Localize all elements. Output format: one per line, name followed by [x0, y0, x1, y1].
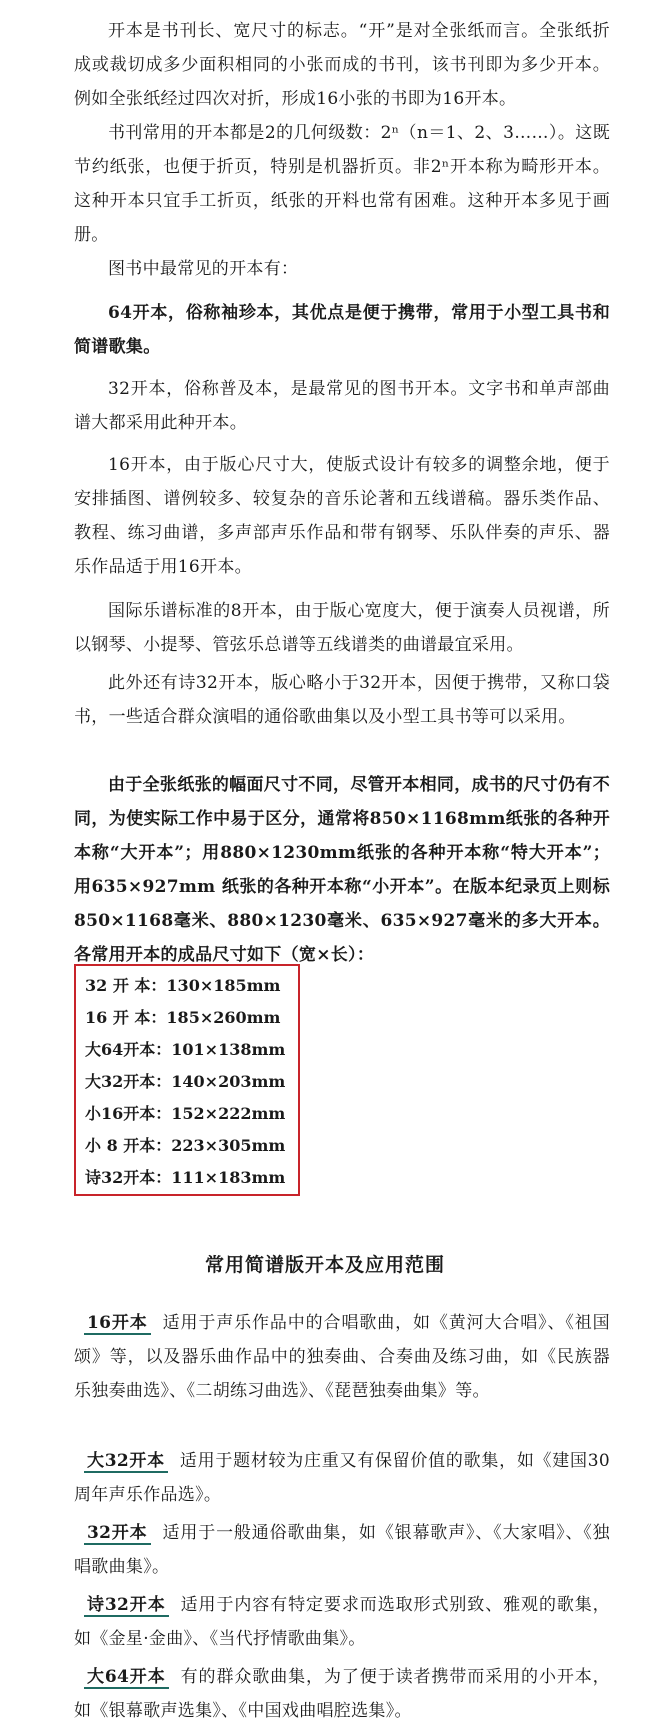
- size-dimension: 140×203mm: [171, 1072, 286, 1091]
- size-row: [85, 1034, 298, 1066]
- size-row: [85, 970, 298, 1002]
- usage-item-large-64: [74, 1660, 610, 1728]
- paragraph-16-format: 16开本，由于版心尺寸大，使版式设计有较多的调整余地，便于安排插图、谱例较多、较复杂的音乐论著和五线谱稿。器乐类作品、教程、练习曲谱，多声部声乐作品和带有钢琴、乐队伴奏的声乐、器乐作品适于用16开本。: [74, 455, 610, 577]
- paragraph-common-sizes-intro: 图书中最常见的开本有：: [108, 259, 299, 279]
- usage-desc: 适用于内容有特定要求而选取形式别致、雅观的歌集，如《金星·金曲》、《当代抒情歌曲集》。: [74, 1595, 610, 1649]
- usage-item-poem-32: [74, 1588, 610, 1656]
- size-name: 小 8 开本：: [85, 1136, 172, 1155]
- usage-term: 16开本: [84, 1313, 151, 1335]
- size-name: 32 开 本：: [85, 976, 167, 995]
- size-dimension: 152×222mm: [171, 1104, 286, 1123]
- size-row: [85, 1162, 298, 1194]
- size-dimension: 223×305mm: [171, 1136, 286, 1155]
- usage-item-16: [74, 1306, 610, 1408]
- usage-term: 大64开本: [84, 1667, 169, 1689]
- section-title: 常用简谱版开本及应用范围: [204, 1254, 445, 1276]
- paragraph-paper-sizes: 由于全张纸张的幅面尺寸不同，尽管开本相同，成书的尺寸仍有不同，为使实际工作中易于区分，通常将850×1168mm纸张的各种开本称“大开本”；用880×1230mm纸张的各种开本称“特大开本”；用635×927mm 纸张的各种开本称“小开本”。在版本纪录页上则标850×1168毫米、880×1230毫米、635×927毫米的多大开本。各常用开本的成品尺寸如下（宽×长）：: [74, 775, 610, 965]
- paragraph-32-format: 32开本，俗称普及本，是最常见的图书开本。文字书和单声部曲谱大都采用此种开本。: [74, 379, 610, 433]
- size-name: 诗32开本：: [85, 1168, 172, 1187]
- usage-desc: 适用于声乐作品中的合唱歌曲，如《黄河大合唱》、《祖国颂》等，以及器乐曲作品中的独奏曲、合奏曲及练习曲，如《民族器乐独奏曲选》、《二胡练习曲选》、《琵琶独奏曲集》等。: [74, 1313, 610, 1401]
- paragraph-definition: 开本是书刊长、宽尺寸的标志。“开”是对全张纸而言。全张纸折成或裁切成多少面积相同的小张而成的书刊，该书刊即为多少开本。例如全张纸经过四次对折，形成16小张的书即为16开本。: [74, 21, 610, 109]
- size-name: 16 开 本：: [85, 1008, 167, 1027]
- size-row: [85, 1066, 298, 1098]
- size-dimension: 185×260mm: [166, 1008, 281, 1027]
- size-row: [85, 1098, 298, 1130]
- paragraph-8-format: 国际乐谱标准的8开本，由于版心宽度大，便于演奏人员视谱，所以钢琴、小提琴、管弦乐总谱等五线谱类的曲谱最宜采用。: [74, 601, 610, 655]
- usage-desc: 适用于一般通俗歌曲集，如《银幕歌声》、《大家唱》、《独唱歌曲集》。: [74, 1523, 610, 1577]
- paragraph-poem-32-format: 此外还有诗32开本，版心略小于32开本，因便于携带，又称口袋书，一些适合群众演唱的通俗歌曲集以及小型工具书等可以采用。: [74, 673, 610, 727]
- size-row: [85, 1130, 298, 1162]
- size-row: [85, 1002, 298, 1034]
- size-name: 大64开本：: [85, 1040, 172, 1059]
- paragraph-64-format: 64开本，俗称袖珍本，其优点是便于携带，常用于小型工具书和简谱歌集。: [74, 303, 610, 357]
- size-dimension: 101×138mm: [171, 1040, 286, 1059]
- usage-term: 32开本: [84, 1523, 151, 1545]
- size-name: 小16开本：: [85, 1104, 172, 1123]
- usage-item-32: [74, 1516, 610, 1584]
- size-table-box: [74, 964, 300, 1196]
- size-name: 大32开本：: [85, 1072, 172, 1091]
- usage-desc: 适用于题材较为庄重又有保留价值的歌集，如《建国30周年声乐作品选》。: [74, 1451, 610, 1505]
- usage-term: 大32开本: [84, 1451, 168, 1473]
- usage-desc: 有的群众歌曲集，为了便于读者携带而采用的小开本，如《银幕歌声选集》、《中国戏曲唱腔选集》。: [74, 1667, 610, 1721]
- paragraph-geometric-series: 书刊常用的开本都是2的几何级数：2ⁿ（n＝1、2、3……）。这既节约纸张，也便于折页，特别是机器折页。非2ⁿ开本称为畸形开本。这种开本只宜手工折页，纸张的开料也常有困难。这种开本多见于画册。: [74, 123, 610, 245]
- usage-item-large-32: [74, 1444, 610, 1512]
- size-dimension: 111×183mm: [171, 1168, 286, 1187]
- size-dimension: 130×185mm: [166, 976, 281, 995]
- usage-term: 诗32开本: [84, 1595, 169, 1617]
